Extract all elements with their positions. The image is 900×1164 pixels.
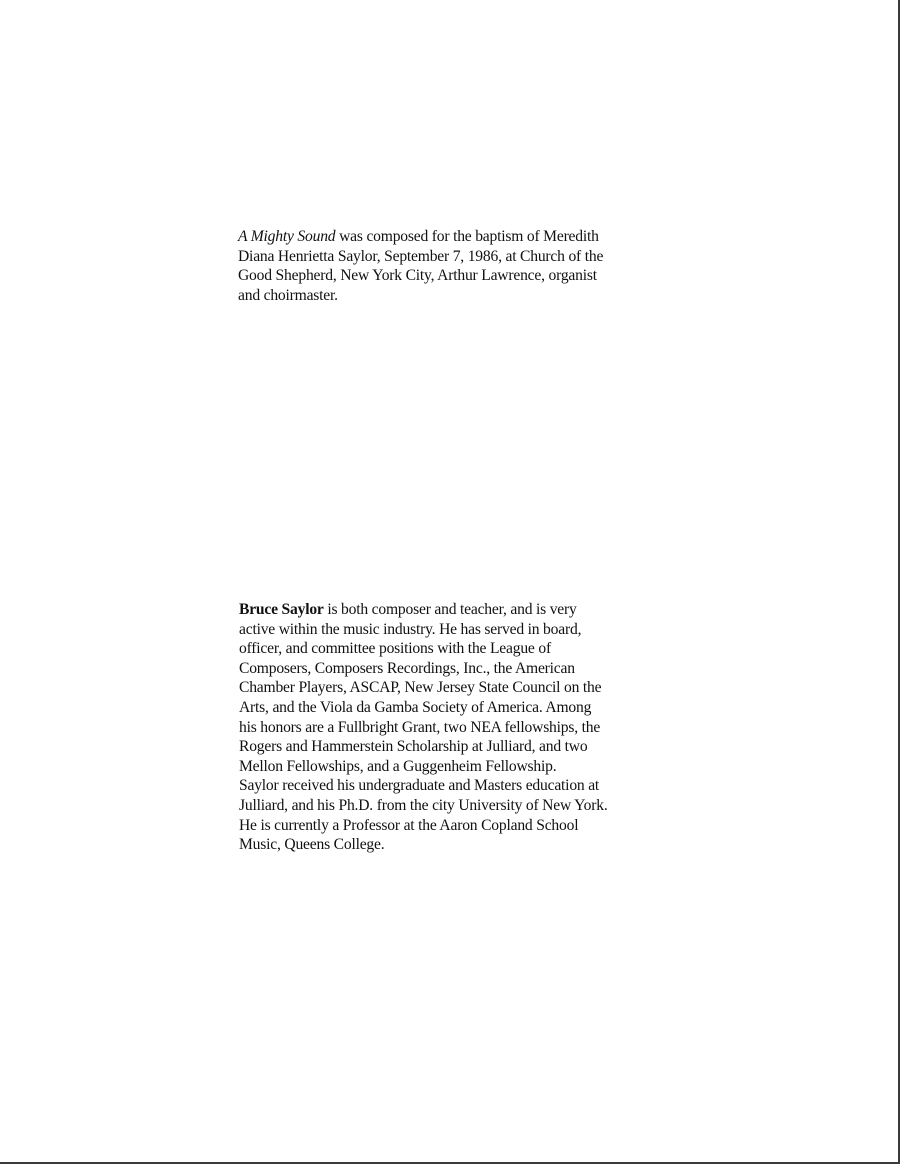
bio-line-9: Mellon Fellowships, and a Guggenheim Fellowship.: [239, 757, 557, 775]
bio-line-3: officer, and committee positions with the League of: [239, 640, 551, 658]
bio-line-10: Saylor received his undergraduate and Masters education at: [239, 777, 600, 795]
dedication-line-2: Diana Henrietta Saylor, September 7, 1986, at Church of the: [238, 247, 604, 265]
bio-line-1: Bruce Saylor is both composer and teacher, and is very: [239, 601, 577, 618]
biography-paragraph: [239, 600, 667, 855]
work-title: A Mighty Sound: [238, 228, 336, 245]
composer-name: Bruce Saylor: [239, 601, 324, 618]
bio-line-12: He is currently a Professor at the Aaron Copland School: [239, 816, 579, 834]
dedication-line-3: Good Shepherd, New York City, Arthur Lawrence, organist: [238, 267, 597, 285]
dedication-line-4: and choirmaster.: [238, 286, 338, 304]
bio-line-13: Music, Queens College.: [239, 836, 385, 854]
dedication-paragraph: [238, 227, 666, 305]
bio-line-7: his honors are a Fullbright Grant, two NEA fellowships, the: [239, 718, 601, 736]
dedication-line-1: A Mighty Sound was composed for the baptism of Meredith: [238, 228, 599, 245]
bio-line-8: Rogers and Hammerstein Scholarship at Julliard, and two: [239, 738, 588, 756]
bio-line-6: Arts, and the Viola da Gamba Society of America. Among: [239, 698, 592, 716]
bio-line-4: Composers, Composers Recordings, Inc., the American: [239, 659, 575, 677]
bio-line-2: active within the music industry. He has served in board,: [239, 620, 582, 638]
bio-line-11: Julliard, and his Ph.D. from the city University of New York.: [239, 796, 608, 814]
bio-line-5: Chamber Players, ASCAP, New Jersey State Council on the: [239, 679, 602, 697]
